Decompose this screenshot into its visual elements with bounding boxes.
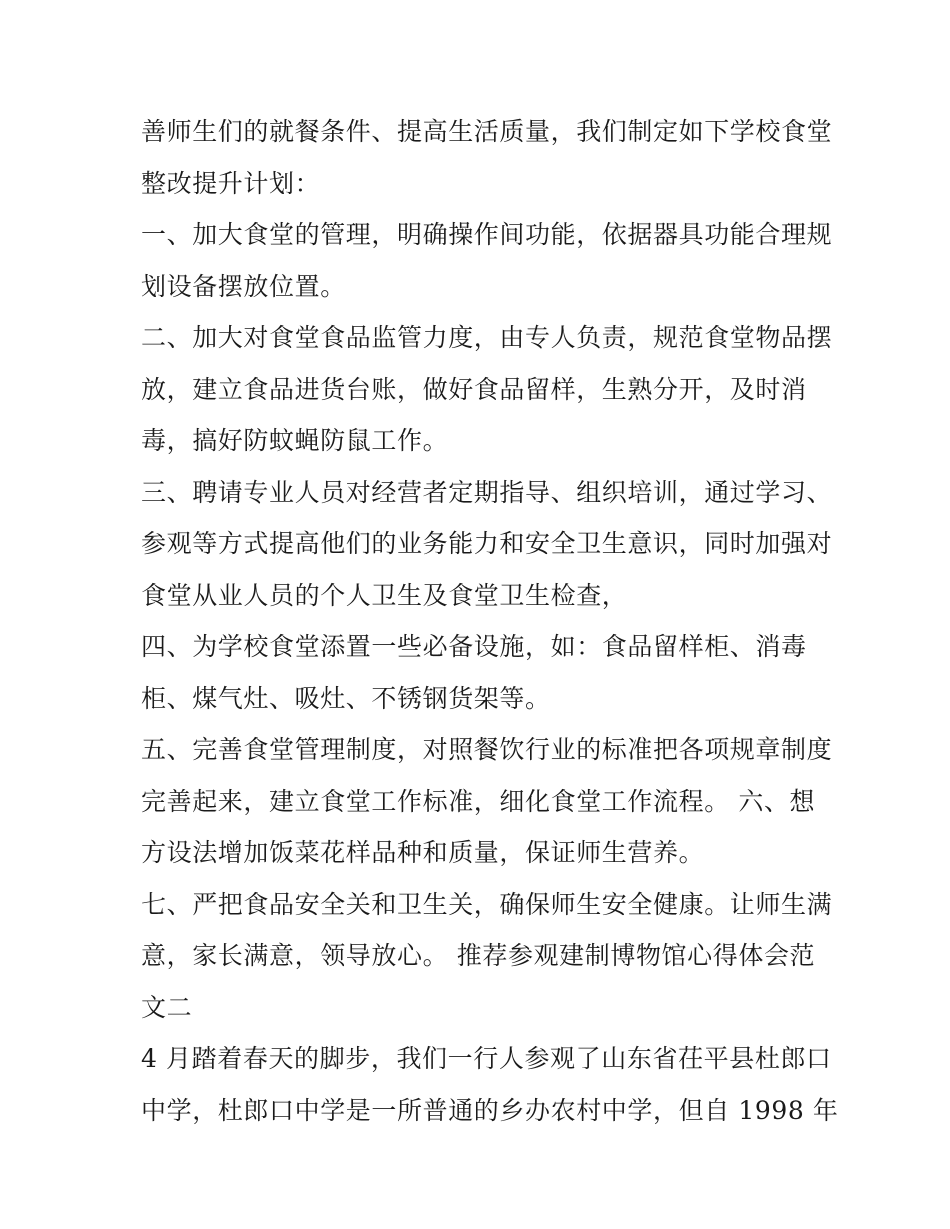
text-line: 参观等方式提高他们的业务能力和安全卫生意识，同时加强对 — [141, 529, 833, 558]
text-line: 食堂从业人员的个人卫生及食堂卫生检查， — [141, 580, 628, 610]
text-line: 四、为学校食堂添置一些必备设施，如：食品留样柜、消毒 — [141, 632, 807, 661]
text-line: 柜、煤气灶、吸灶、不锈钢货架等。 — [141, 683, 551, 713]
text-line: 意，家长满意，领导放心。 推荐参观建制博物馆心得体会范 — [141, 941, 816, 970]
text-line: 五、完善食堂管理制度，对照餐饮行业的标准把各项规章制度 — [141, 735, 833, 764]
text-line: 毒，搞好防蚊蝇防鼠工作。 — [141, 426, 449, 455]
text-line: 一、加大食堂的管理，明确操作间功能，依据器具功能合理规 — [141, 220, 833, 249]
text-line: 方设法增加饭菜花样品种和质量，保证师生营养。 — [141, 838, 705, 867]
document-body — [141, 106, 839, 1136]
text-line: 善师生们的就餐条件、提高生活质量，我们制定如下学校食堂 — [141, 117, 833, 146]
text-line: 中学，杜郎口中学是一所普通的乡办农村中学，但自 1998 年 — [141, 1095, 839, 1125]
text-line: 完善起来，建立食堂工作标准，细化食堂工作流程。 六、想 — [141, 786, 816, 816]
text-line: 文二 — [141, 992, 193, 1022]
text-line: 七、严把食品安全关和卫生关，确保师生安全健康。让师生满 — [141, 889, 833, 919]
text-line: 三、聘请专业人员对经营者定期指导、组织培训，通过学习、 — [141, 477, 833, 507]
text-line: 划设备摆放位置。 — [141, 271, 346, 301]
text-line: 整改提升计划： — [141, 168, 321, 198]
text-line: 4 月踏着春天的脚步，我们一行人参观了山东省茌平县杜郎口 — [141, 1044, 832, 1073]
text-line: 放，建立食品进货台账，做好食品留样，生熟分开，及时消 — [141, 374, 807, 404]
text-line: 二、加大对食堂食品监管力度，由专人负责，规范食堂物品摆 — [141, 323, 833, 352]
